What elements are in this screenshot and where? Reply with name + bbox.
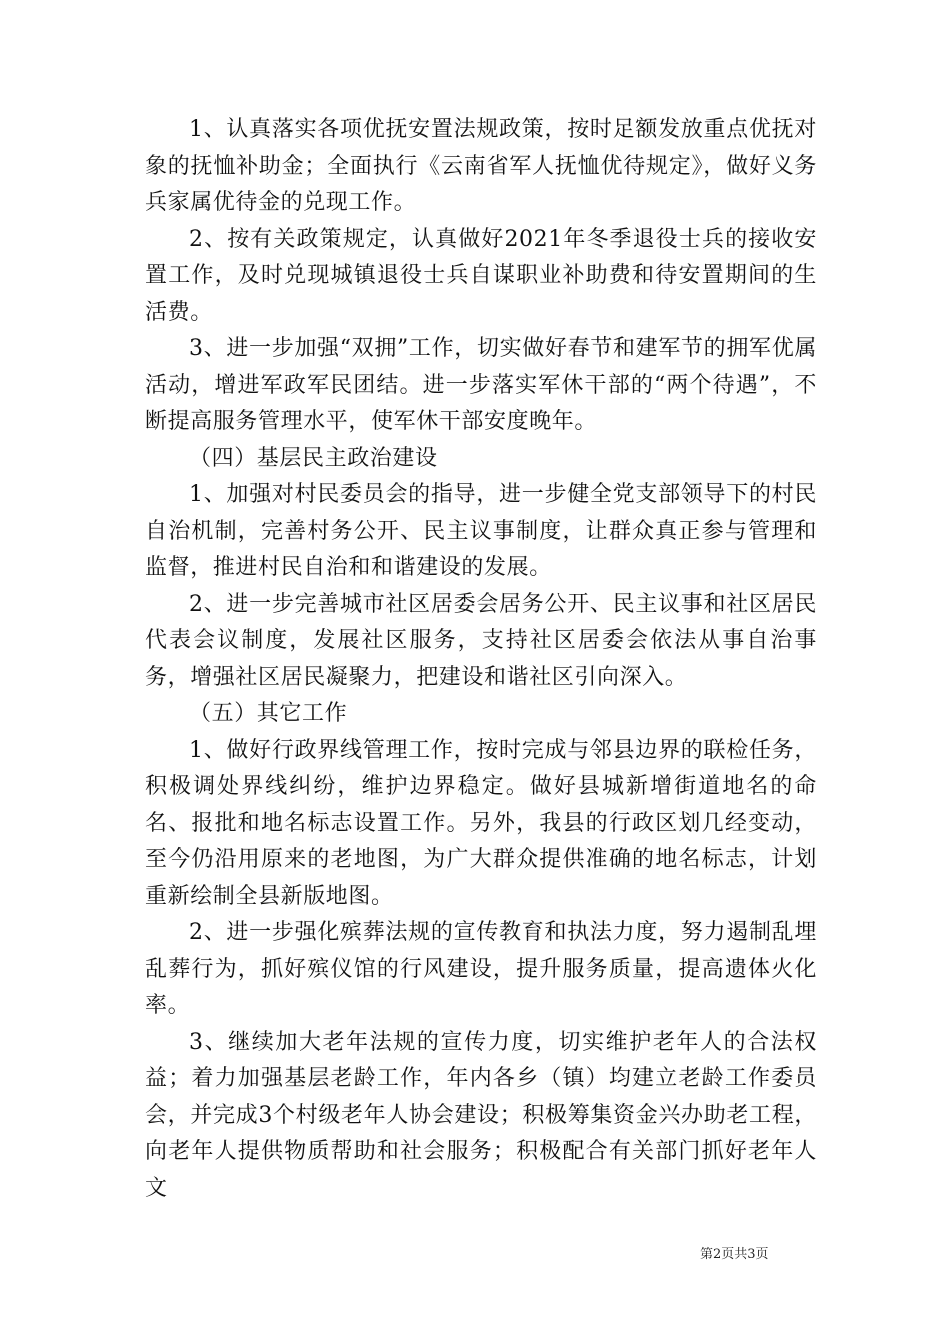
paragraph-boundary-management: 1、做好行政界线管理工作，按时完成与邻县边界的联检任务，积极调处界线纠纷，维护边界稳定。做好县城新增街道地名的命名、报批和地名标志设置工作。另外，我县的行政区划几经变动，至今仍沿用原来的老地图，为广大群众提供准确的地名标志，计划重新绘制全县新版地图。	[145, 737, 817, 909]
paragraph-community-committee: 2、进一步完善城市社区居委会居务公开、民主议事和社区居民代表会议制度，发展社区服务，支持社区居委会依法从事自治事务，增强社区居民凝聚力，把建设和谐社区引向深入。	[145, 591, 817, 690]
page-number-footer: 第2页共3页	[700, 1247, 769, 1262]
paragraph-elderly-work: 3、继续加大老年法规的宣传力度，切实维护老年人的合法权益；着力加强基层老龄工作，年内各乡（镇）均建立老龄工作委员会，并完成3个村级老年人协会建设；积极筹集资金兴办助老工程，向老年人提供物质帮助和社会服务；积极配合有关部门抓好老年人文	[145, 1029, 817, 1201]
section-heading-other-work: （五）其它工作	[189, 701, 348, 726]
paragraph-dual-support: 3、进一步加强“双拥”工作，切实做好春节和建军节的拥军优属活动，增进军政军民团结。进一步落实军休干部的“两个待遇”，不断提高服务管理水平，使军休干部安度晚年。	[145, 336, 817, 434]
paragraph-preferential-treatment: 1、认真落实各项优抚安置法规政策，按时足额发放重点优抚对象的抚恤补助金；全面执行《云南省军人抚恤优待规定》，做好义务兵家属优待金的兑现工作。	[145, 117, 817, 215]
document-body	[145, 112, 817, 1207]
paragraph-village-committee: 1、加强对村民委员会的指导，进一步健全党支部领导下的村民自治机制，完善村务公开、民主议事制度，让群众真正参与管理和监督，推进村民自治和和谐建设的发展。	[145, 482, 817, 580]
section-heading-grassroots-democracy: （四）基层民主政治建设	[189, 445, 438, 471]
paragraph-funeral-regulation: 2、进一步强化殡葬法规的宣传教育和执法力度，努力遏制乱埋乱葬行为，抓好殡仪馆的行风建设，提升服务质量，提高遗体火化率。	[145, 920, 817, 1018]
paragraph-veteran-resettlement: 2、按有关政策规定，认真做好2021年冬季退役士兵的接收安置工作，及时兑现城镇退役士兵自谋职业补助费和待安置期间的生活费。	[145, 226, 817, 325]
